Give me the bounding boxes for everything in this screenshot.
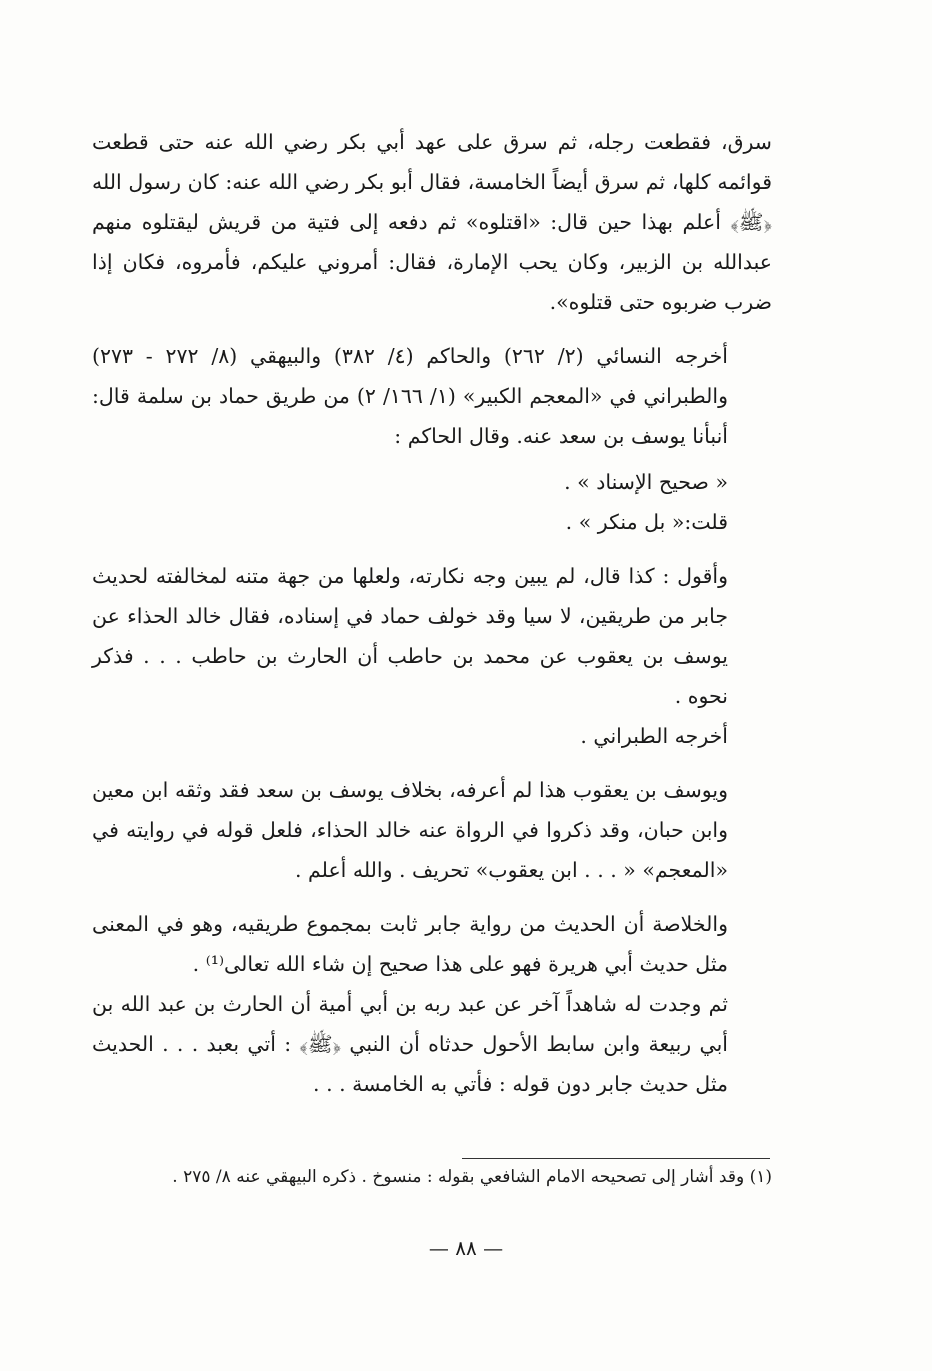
page-number: — ٨٨ — (428, 1236, 504, 1260)
footnote: (١) وقد أشار إلى تصحيحه الامام الشافعي بقوله : منسوخ . ذكره البيهقي عنه ٨/ ٢٧٥ . (172, 1167, 772, 1187)
paragraph-conclusion: والخلاصة أن الحديث من رواية جابر ثابت بمجموع طريقيه، وهو في المعنى مثل حديث أبي هريرة فهو على هذا صحيح إن شاء الله تعالى⁽¹⁾ . (92, 912, 728, 976)
paragraph-tabarani: أخرجه الطبراني . (580, 724, 728, 748)
paragraph-narrator-note: ويوسف بن يعقوب هذا لم أعرفه، بخلاف يوسف بن سعد فقد وثقه ابن معين وابن حبان، وقد ذكروا في الرواة عنه خالد الحذاء، فلعل قوله في روايته في «المعجم» « . . . ابن يعقوب» تحريف . والله أعلم . (92, 778, 728, 882)
footnote-divider (462, 1158, 770, 1159)
main-text (92, 122, 772, 1104)
paragraph-author-comment: وأقول : كذا قال، لم يبين وجه نكارته، ولعلها من جهة متنه لمخالفته لحديث جابر من طريقين، لا سيا وقد خولف حماد في إسناده، فقال خالد الحذاء عن يوسف بن يعقوب عن محمد بن حاطب أن الحارث بن حاطب . . . فذكر نحوه . (92, 564, 728, 708)
quote-author-reply: قلت:« بل منكر » . (565, 510, 728, 534)
quote-hakim: « صحيح الإسناد » . (564, 470, 728, 494)
paragraph-takhrij: أخرجه النسائي (٢/ ٢٦٢) والحاكم (٤/ ٣٨٢) والبيهقي (٨/ ٢٧٢ - ٢٧٣) والطبراني في «المعجم الكبير» (١/ ١٦٦/ ٢) من طريق حماد بن سلمة قال: أنبأنا يوسف بن سعد عنه. وقال الحاكم : (92, 344, 728, 448)
paragraph-hadith-text: سرق، فقطعت رجله، ثم سرق على عهد أبي بكر رضي الله عنه حتى قطعت قوائمه كلها، ثم سرق أيضاً الخامسة، فقال أبو بكر رضي الله عنه: كان رسول الله ﴿ﷺ﴾ أعلم بهذا حين قال: «اقتلوه» ثم دفعه إلى فتية من قريش ليقتلوه منهم عبدالله بن الزبير، وكان يحب الإمارة، فقال: أمروني عليكم، فأمروه، فكان إذا ضرب ضربوه حتى قتلوه». (92, 130, 772, 314)
paragraph-witness: ثم وجدت له شاهداً آخر عن عبد ربه بن أبي أمية أن الحارث بن عبد الله بن أبي ربيعة وابن سابط الأحول حدثاه أن النبي ﴿ﷺ﴾ : أتي بعبد . . . الحديث مثل حديث جابر دون قوله : فأتي به الخامسة . . . (92, 992, 728, 1096)
